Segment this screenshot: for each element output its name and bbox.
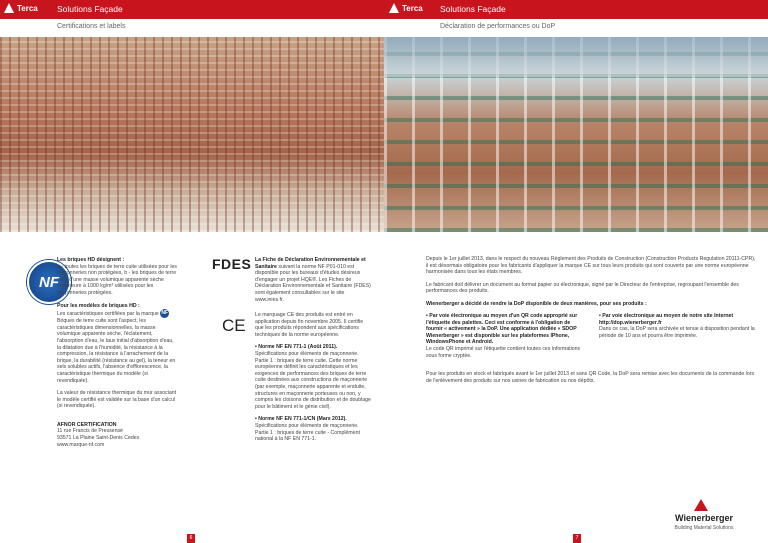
page-subtitle: Certifications et labels	[57, 23, 126, 30]
afnor-name: AFNOR CERTIFICATION	[57, 421, 117, 428]
wienerberger-tagline: Building Material Solutions	[674, 525, 734, 531]
ce-description	[255, 312, 373, 449]
page-title: Solutions Façade	[440, 4, 506, 14]
fdes-body: suivant la norme NF P01-010 est disponible pour les bureaux d'études désireux d'engager un projet HQE®. Les Fiches de Déclaration Environnementale et Sanitaire (FDES) sont également consultables sur le site www.inies.fr.	[255, 263, 371, 303]
models-intro: Les caractéristiques certifiées par la marque	[57, 311, 159, 318]
dop-intro2: Le fabricant doit délivrer un document au format papier ou électronique, signé par le Directeur de l'entreprise, regroupant l'ensemble des performances des produits.	[426, 281, 739, 295]
nf-body: a - toutes les briques de terre cuite utilisées pour les maçonneries non protégées, b - les briques de terre cuite d'une masse volumique apparente sèche supérieure à 1000 kg/m³ utilisées pour les maçonneries protégées.	[57, 263, 177, 296]
page-number: 7	[573, 534, 581, 543]
norm2-body: Spécifications pour éléments de maçonnerie. Partie 1 : briques de terre cuite - Complément national à la NF EN 771-1.	[255, 422, 360, 443]
page-number: 6	[187, 534, 195, 543]
option2-body: Dans ce cas, la DoP sera archivée et tenue à disposition pendant la période de 10 ans et pourra être imprimée.	[599, 326, 755, 339]
nf-description	[57, 257, 177, 454]
terca-logo	[389, 3, 423, 13]
norm1-heading: • Norme NF EN 771-1 (Août 2011).	[255, 344, 338, 351]
option2-heading: • Par voie électronique au moyen de notre site Internet http://dop.wienerberger.fr	[599, 313, 734, 326]
header-bar	[384, 0, 768, 19]
thermal-text: La valeur de résistance thermique du mur associant le modèle certifié est validée sur la base d'un calcul (si revendiquée).	[57, 390, 177, 410]
models-heading: Pour les modèles de briques HD :	[57, 302, 140, 309]
option2	[599, 313, 759, 345]
nf-logo: NF	[27, 260, 71, 304]
header-bar	[0, 0, 384, 19]
ce-text: Le marquage CE des produits est entré en application depuis fin novembre 2005. Il certifie que les produits répondent aux spécifications techniques de la norme européenne.	[255, 312, 364, 338]
norm1-body: Spécifications pour éléments de maçonnerie. Partie 1 : briques de terre cuite. Cette norme européenne définit les caractéristiques et les exigences de performances des briques de terre cuite destinées aux constructions de maçonnerie (par exemple, maçonnerie apparente et enduite, structures en maçonnerie porteuses ou non, y compris les cloisons de distribution et de doublage pour le bâtiment et le génie civil).	[255, 350, 371, 410]
right-page	[384, 0, 768, 543]
terca-triangle-icon	[4, 3, 14, 13]
brick-stack-photo	[0, 37, 384, 232]
terca-triangle-icon	[389, 3, 399, 13]
brand-name: Terca	[17, 3, 38, 13]
afnor-address1: 11 rue Francis de Pressensé	[57, 428, 123, 435]
fdes-logo: FDES	[212, 256, 252, 272]
fdes-description	[255, 257, 373, 309]
pallet-photo	[384, 37, 768, 232]
fdes-heading: La Fiche de Déclaration Environnementale et Sanitaire	[255, 257, 366, 270]
terca-logo	[4, 3, 38, 13]
option1-body: Le code QR imprimé sur l'étiquette contient toutes ces informations sous forme cryptée.	[426, 345, 581, 359]
option1	[426, 313, 586, 365]
page-subtitle: Déclaration de performances ou DoP	[440, 23, 556, 30]
ce-logo: CE	[222, 316, 246, 335]
dop-heading: Wienerberger a décidé de rendre la DoP disponible de deux manières, pour ses produits :	[426, 300, 647, 307]
afnor-address2: 93571 La Plaine Saint-Denis Cedex	[57, 435, 140, 442]
stock-text	[426, 371, 758, 390]
nf-heading: Les briques HD désignent :	[57, 257, 125, 263]
wienerberger-name: Wienerberger	[675, 513, 733, 523]
dop-description	[426, 256, 758, 314]
models-body: Briques de terre cuite sont l'aspect, les caractéristiques dimensionnelles, la masse volumique apparente sèche, l'éclatement, l'absorption d'eau, le taux initial d'absorption d'eau, la dilatation due à l'humidité, la résistance à la compression, la résistance à l'arrachement de la brique, la durabilité (résistance au gel), la teneur en sels solubles actifs, l'absence d'efflorescence, la caractéristique thermique du modèle (si revendiquée).	[57, 318, 176, 384]
afnor-website[interactable]: www.marque-nf.com	[57, 441, 105, 448]
wienerberger-triangle-icon	[694, 499, 708, 511]
brand-name: Terca	[402, 3, 423, 13]
nf-inline-icon: NF	[161, 310, 169, 317]
wienerberger-logo	[654, 499, 754, 535]
stock-paragraph: Pour les produits en stock et fabriqués avant le 1er juillet 2013 et sans QR Code, la DoP sera remise avec les documents de la commande lors de l'enlèvement des produits sur nos usines de fabrication ou nos dépôts.	[426, 371, 755, 384]
sky-area	[384, 37, 768, 77]
option1-heading: • Par voie électronique au moyen d'un QR code approprié sur l'étiquette des palettes. Ceci est conforme à l'obligation de fournir « activement » la DoP. Une application dédiée « SDOP Wienerberger » est disponible sur les plateformes IPhone, WindowsPhone et Android.	[426, 313, 578, 346]
dop-intro: Depuis le 1er juillet 2013, dans le respect du nouveau Règlement des Produits de Construction (Construction Products Regulation 20111-CPR), il est désormais obligatoire pour les fabricants d'appliquer la marque CE sur tous leurs produits qui sont couverts par une norme européenne harmonisée dans tous les états membres.	[426, 256, 756, 276]
norm2-heading: • Norme NF EN 771-1/CN (Mars 2012).	[255, 416, 347, 423]
page-title: Solutions Façade	[57, 4, 123, 14]
